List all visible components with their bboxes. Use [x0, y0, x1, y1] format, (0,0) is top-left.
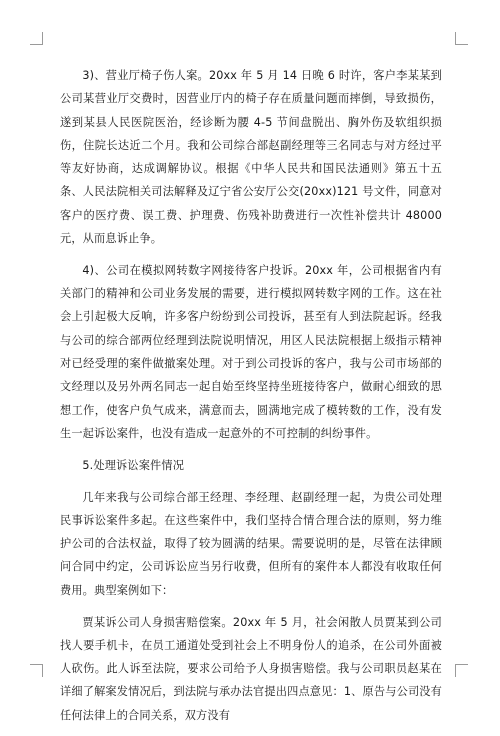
crop-mark-top-left [30, 32, 43, 45]
document-body [60, 64, 442, 736]
crop-mark-top-right [455, 32, 468, 45]
paragraph-chair-injury-case: 3)、营业厅椅子伤人案。20xx 年 5 月 14 日晚 6 时许，客户李某某到公司某营业厅交费时，因营业厅内的椅子存在质量问题而摔倒，导致损伤，遂到某县人民医院医治，经诊断为腰 4-5 节间盘脱出、胸外伤及软组织损伤，住院长达近二个月。我和公司综合部赵副经理等三名同志与对方经过平等友好协商，达成调解协议。根据《中华人民共和国民法通则》第五十五条、人民法院相关司法解释及辽宁省公安厅公交(20xx)121 号文件，同意对客户的医疗费、误工费、护理费、伤残补助费进行一次性补偿共计 48000 元，从而息诉止争。 [60, 69, 442, 246]
paragraph-litigation-summary: 几年来我与公司综合部王经理、李经理、赵副经理一起，为贵公司处理民事诉讼案件多起。在这些案件中，我们坚持合情合理合法的原则，努力维护公司的合法权益，取得了较为圆满的结果。需要说明的是，尽管在法律顾问合同中约定，公司诉讼应当另行收费，但所有的案件本人都没有收取任何费用。典型案例如下： [60, 490, 442, 597]
section-heading-litigation: 5.处理诉讼案件情况 [82, 458, 185, 472]
paragraph-jia-case: 贾某诉公司人身损害赔偿案。20xx 年 5 月，社会闲散人员贾某到公司找人要手机卡，在员工通道处受到社会上不明身份人的追杀，在公司外面被人砍伤。此人诉至法院，要求公司给予人身损害赔偿。我与公司职员赵某在详细了解案发情况后，到法院与承办法官提出四点意见：1、原告与公司没有任何法律上的合同关系，双方没有 [60, 615, 442, 722]
paragraph-network-conversion-complaints: 4)、公司在模拟网转数字网接待客户投诉。20xx 年，公司根据省内有关部门的精神和公司业务发展的需要，进行模拟网转数字网的工作。这在社会上引起极大反响，许多客户纷纷到公司投诉，甚至有人到法院起诉。经我与公司的综合部两位经理到法院说明情况，用区人民法院根据上级指示精神对已经受理的案件做撤案处理。对于到公司投诉的客户，我与公司市场部的文经理以及另外两名同志一起自始至终坚持坐班接待客户，做耐心细致的思想工作，使客户负气成来，满意而去，圆满地完成了模转数的工作，没有发生一起诉讼案件，也没有造成一起意外的不可控制的纠纷事件。 [60, 263, 442, 440]
crop-mark-bottom-left [30, 664, 43, 677]
crop-mark-bottom-right [455, 664, 468, 677]
